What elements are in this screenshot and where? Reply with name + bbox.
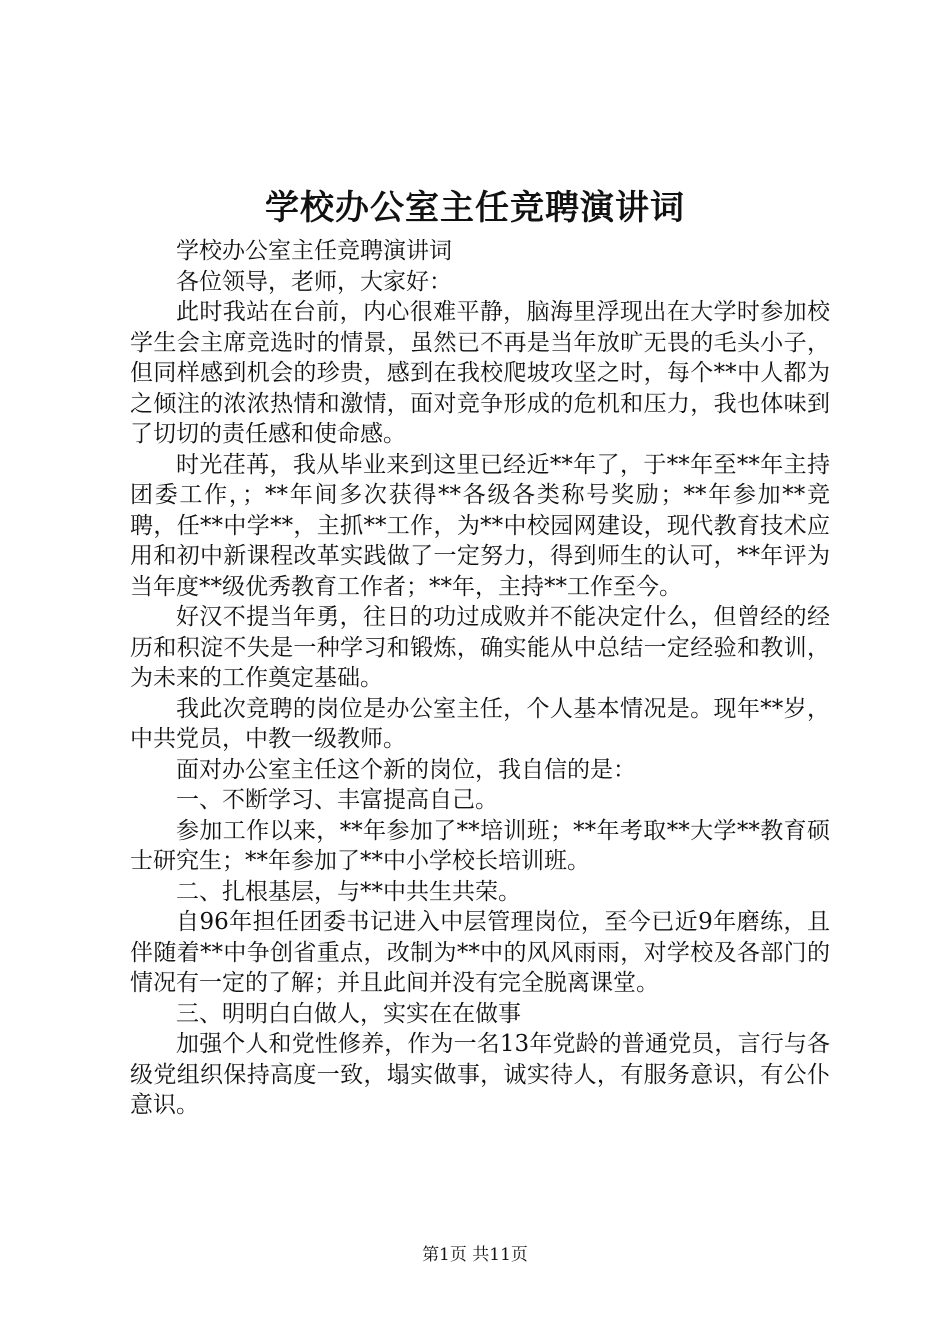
document-title: 学校办公室主任竞聘演讲词: [265, 188, 685, 228]
paragraph: 各位领导，老师，大家好：: [176, 268, 452, 295]
section-heading: 二、扎根基层，与**中共生共荣。: [176, 878, 521, 905]
paragraph: 自96年担任团委书记进入中层管理岗位，至今已近9年磨练，且伴随着**中争创省重点，改制为**中的风风雨雨，对学校及各部门的情况有一定的了解；并且此间并没有完全脱离课堂。: [130, 909, 830, 996]
paragraph: 参加工作以来，**年参加了**培训班；**年考取**大学**教育硕士研究生；**年参加了**中小学校长培训班。: [130, 817, 830, 874]
paragraph: 好汉不提当年勇，往日的功过成败并不能决定什么，但曾经的经历和积淀不失是一种学习和锻炼，确实能从中总结一定经验和教训，为未来的工作奠定基础。: [130, 604, 830, 691]
paragraph: 面对办公室主任这个新的岗位，我自信的是：: [176, 756, 636, 783]
paragraph: 我此次竞聘的岗位是办公室主任，个人基本情况是。现年**岁，中共党员，中教一级教师。: [130, 695, 830, 752]
section-heading: 一、不断学习、丰富提高自己。: [176, 787, 498, 813]
page-number-footer: 第1页 共11页: [422, 1245, 528, 1265]
paragraph: 时光荏苒，我从毕业来到这里已经近**年了，于**年至**年主持团委工作，；**年间多次获得**各级各类称号奖励；**年参加**竞聘，任**中学**，主抓**工作，为**中校园网建设，现代教育技术应用和初中新课程改革实践做了一定努力，得到师生的认可，**年评为当年度**级优秀教育工作者；**年，主持**工作至今。: [130, 451, 830, 600]
paragraph: 学校办公室主任竞聘演讲词: [176, 238, 452, 264]
paragraph: 此时我站在台前，内心很难平静，脑海里浮现出在大学时参加校学生会主席竞选时的情景，虽然已不再是当年放旷无畏的毛头小子，但同样感到机会的珍贵，感到在我校爬坡攻坚之时，每个**中人都为之倾注的浓浓热情和激情，面对竞争形成的危机和压力，我也体味到了切切的责任感和使命感。: [130, 299, 830, 447]
section-heading: 三、明明白白做人，实实在在做事: [176, 1000, 521, 1027]
paragraph: 加强个人和党性修养，作为一名13年党龄的普通党员，言行与各级党组织保持高度一致，塌实做事，诚实待人，有服务意识，有公仆意识。: [130, 1031, 830, 1118]
document-body: [130, 236, 830, 1121]
